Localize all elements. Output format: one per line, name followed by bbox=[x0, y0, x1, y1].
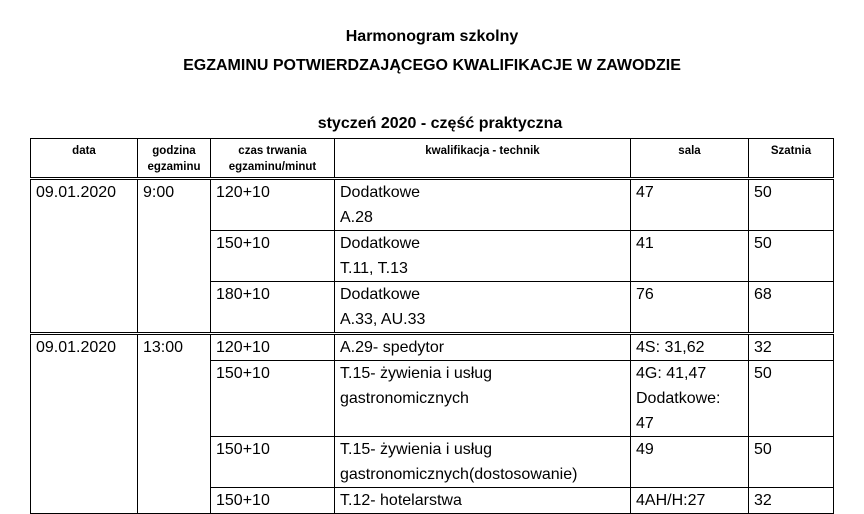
col-header-szatnia: Szatnia bbox=[749, 139, 834, 179]
cell-duration: 150+10 bbox=[211, 488, 335, 514]
cell-room: 49 bbox=[631, 437, 749, 488]
cell-time: 13:00 bbox=[138, 334, 211, 514]
col-header-czas-l2: egzaminu/minut bbox=[228, 161, 317, 173]
cell-room: 47 bbox=[631, 179, 749, 231]
qual-line-1: Dodatkowe bbox=[340, 286, 421, 303]
col-header-czas bbox=[211, 139, 335, 179]
col-header-godzina-l1: godzina bbox=[152, 145, 196, 157]
table-row bbox=[31, 334, 834, 361]
cell-qualification: T.12- hotelarstwa bbox=[335, 488, 631, 514]
col-header-sala: sala bbox=[631, 139, 749, 179]
document-heading: EGZAMINU POTWIERDZAJĄCEGO KWALIFIKACJE W ZAWODZIE bbox=[183, 57, 681, 74]
table-row bbox=[31, 179, 834, 231]
cell-date: 09.01.2020 bbox=[31, 334, 138, 514]
table-header-row bbox=[31, 139, 834, 179]
document-subtitle: styczeń 2020 - część praktyczna bbox=[317, 115, 563, 132]
cell-room bbox=[631, 361, 749, 437]
cell-date: 09.01.2020 bbox=[31, 179, 138, 334]
qual-line-2: gastronomicznych bbox=[340, 390, 469, 407]
room-line-1: 4G: 41,47 bbox=[636, 365, 707, 382]
cell-room: 41 bbox=[631, 231, 749, 282]
cell-locker: 32 bbox=[749, 334, 834, 361]
cell-room: 76 bbox=[631, 282, 749, 334]
cell-room: 4AH/H:27 bbox=[631, 488, 749, 514]
col-header-godzina bbox=[138, 139, 211, 179]
cell-qualification bbox=[335, 361, 631, 437]
cell-locker: 50 bbox=[749, 361, 834, 437]
document-title: Harmonogram szkolny bbox=[345, 28, 519, 45]
cell-qualification: A.29- spedytor bbox=[335, 334, 631, 361]
cell-locker: 68 bbox=[749, 282, 834, 334]
cell-qualification bbox=[335, 282, 631, 334]
qual-line-1: T.15- żywienia i usług bbox=[340, 365, 493, 382]
qual-line-2: T.11, T.13 bbox=[340, 260, 408, 277]
cell-duration: 120+10 bbox=[211, 179, 335, 231]
qual-line-2: A.28 bbox=[340, 209, 373, 226]
cell-duration: 150+10 bbox=[211, 231, 335, 282]
col-header-czas-l1: czas trwania bbox=[238, 145, 307, 157]
cell-duration: 150+10 bbox=[211, 437, 335, 488]
cell-duration: 120+10 bbox=[211, 334, 335, 361]
cell-locker: 50 bbox=[749, 179, 834, 231]
cell-duration: 150+10 bbox=[211, 361, 335, 437]
cell-qualification bbox=[335, 231, 631, 282]
cell-room: 4S: 31,62 bbox=[631, 334, 749, 361]
cell-locker: 50 bbox=[749, 231, 834, 282]
cell-locker: 50 bbox=[749, 437, 834, 488]
qual-line-1: Dodatkowe bbox=[340, 235, 421, 252]
cell-locker: 32 bbox=[749, 488, 834, 514]
qual-line-2: A.33, AU.33 bbox=[340, 311, 426, 328]
room-line-3: 47 bbox=[636, 415, 654, 432]
cell-time: 9:00 bbox=[138, 179, 211, 334]
col-header-kwalifikacja: kwalifikacja - technik bbox=[335, 139, 631, 179]
qual-line-1: T.15- żywienia i usług bbox=[340, 441, 493, 458]
cell-qualification bbox=[335, 179, 631, 231]
col-header-data: data bbox=[31, 139, 138, 179]
col-header-godzina-l2: egzaminu bbox=[147, 161, 201, 173]
cell-duration: 180+10 bbox=[211, 282, 335, 334]
qual-line-1: Dodatkowe bbox=[340, 184, 421, 201]
qual-line-2: gastronomicznych(dostosowanie) bbox=[340, 466, 578, 483]
cell-qualification bbox=[335, 437, 631, 488]
schedule-table bbox=[30, 138, 834, 514]
room-line-2: Dodatkowe: bbox=[636, 390, 721, 407]
